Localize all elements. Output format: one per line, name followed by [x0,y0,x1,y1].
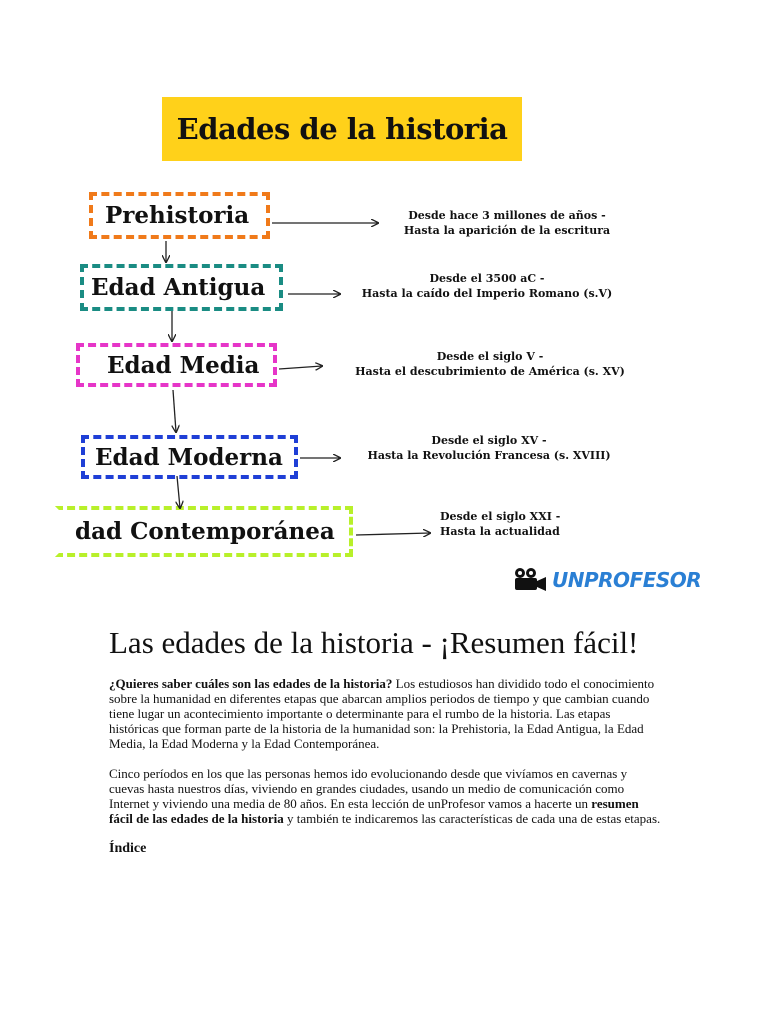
index-heading: Índice [109,841,147,856]
period-name: dad Contemporánea [75,518,335,545]
period-name: Edad Antigua [91,274,266,301]
description-line: Desde el 3500 aC - [429,272,545,285]
second-text-end: y también te indicaremos las características de cada una de estas etapas. [283,811,661,826]
description-line: Desde el siglo XXI - [440,510,561,523]
description-line: Hasta el descubrimiento de América (s. XV) [355,365,625,378]
description-line: Hasta la caído del Imperio Romano (s.V) [361,287,613,300]
arrow-right-icon [356,533,430,535]
intro-text: Los estudiosos han dividido todo el conocimiento sobre la humanidad en diferentes etapas que abarcan amplios periodos de tiempo y que cambian cuando tiene lugar un acontecimiento importante o determinante para el rumbo de la historia. Las etapas históricas que forman parte de la historia de la humanidad son: la Prehistoria, la Edad Antigua, la Edad Media, la Edad Moderna y la Edad Contemporánea. [109,676,655,751]
intro-paragraph [109,676,661,751]
description-line: Desde el siglo V - [436,350,544,363]
arrow-down-icon [177,476,180,508]
article [109,624,661,857]
description-line: Hasta la Revolución Francesa (s. XVIII) [367,449,611,462]
period-description-edad-media [335,349,645,379]
description-line: Hasta la actualidad [440,525,560,538]
period-name: Edad Media [107,351,260,379]
description-line: Desde el siglo XV - [431,434,547,447]
description-line: Desde hace 3 millones de años - [408,209,606,222]
infographic-title: Edades de la historia [176,112,508,146]
intro-bold-question: ¿Quieres saber cuáles son las edades de la historia? [109,676,393,691]
period-description-prehistoria [372,208,642,238]
period-description-edad-moderna [348,433,630,463]
brand-name: UNPROFESOR [552,568,702,592]
second-text-start: Cinco períodos en los que las personas hemos ido evolucionando desde que vivíamos en cavernas y cuevas hasta nuestros días, viviendo en grandes ciudades, usando un medio de comunicación como Internet y viviendo una media de 80 años. En esta lección de unProfesor vamos a hacerte un [109,766,628,811]
unprofesor-logo [512,567,701,593]
period-description-edad-contemporanea [440,509,585,539]
video-camera-icon [512,567,548,593]
article-title: Las edades de la historia - ¡Resumen fácil! [109,625,639,660]
period-description-edad-antigua [342,271,632,301]
period-name: Prehistoria [105,202,250,229]
period-name: Edad Moderna [95,443,283,471]
arrow-down-icon [173,390,176,432]
second-paragraph [109,766,661,826]
description-line: Hasta la aparición de la escritura [403,224,611,237]
second-bold-phrase: resumen fácil de las edades de la historia [109,796,639,826]
arrow-right-icon [279,366,322,369]
